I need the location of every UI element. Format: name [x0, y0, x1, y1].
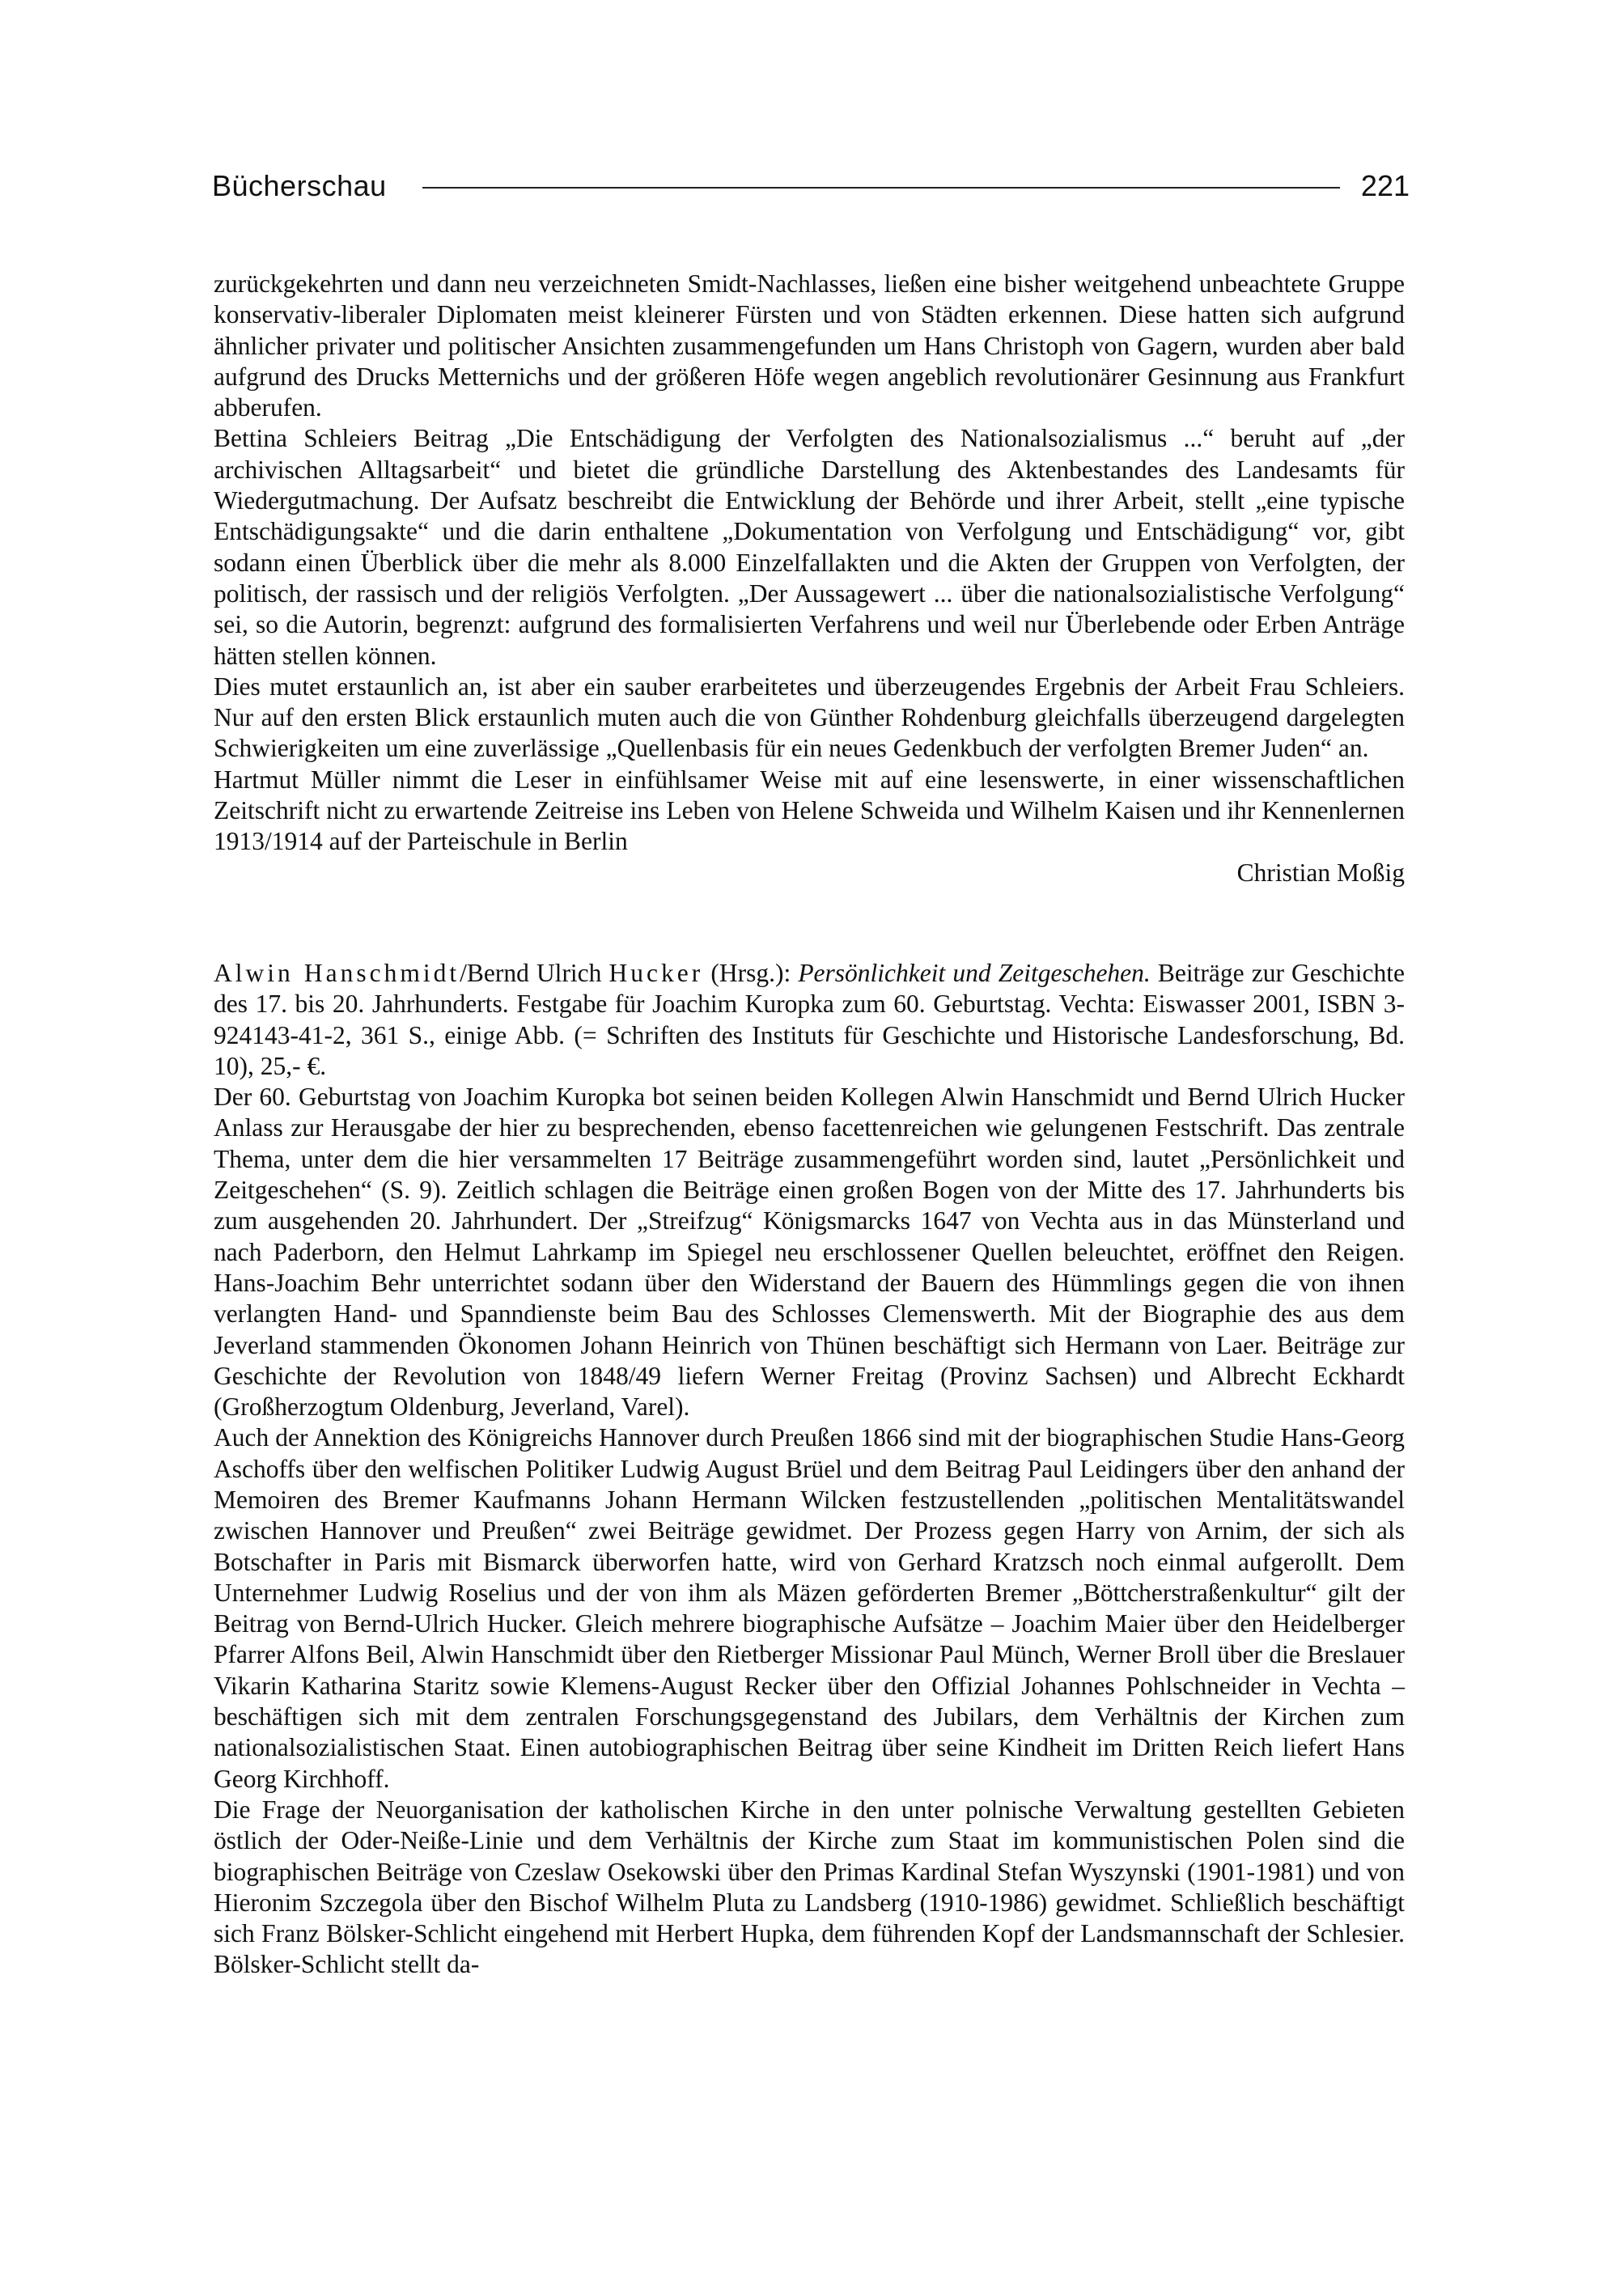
- citation-details: Beiträge zur Geschichte des 17. bis 20. Jahrhunderts. Festgabe für Joachim Kuropka zum 60. Geburtstag. Vechta: Eiswasser 2001, ISBN 3-924143-41-2, 361 S., einige Abb. (= Schriften des Instituts für Geschichte und Historische Landesforschung, Bd. 10), 25,- €.: [214, 958, 1405, 1080]
- paragraph: Der 60. Geburtstag von Joachim Kuropka bot seinen beiden Kollegen Alwin Hanschmidt und Bernd Ulrich Hucker Anlass zur Herausgabe der hier zu besprechenden, ebenso facettenreichen wie gelungenen Festschrift. Das zentrale Thema, unter dem die hier versammelten 17 Beiträge zusammengeführt worden sind, lautet „Persönlichkeit und Zeitgeschehen“ (S. 9). Zeitlich schlagen die Beiträge einen großen Bogen von der Mitte des 17. Jahrhunderts bis zum ausgehenden 20. Jahrhundert. Der „Streifzug“ Königsmarcks 1647 von Vechta aus in das Münsterland und nach Paderborn, den Helmut Lahrkamp im Spiegel neu erschlossener Quellen beleuchtet, eröffnet den Reigen. Hans-Joachim Behr unterrichtet sodann über den Widerstand der Bauern des Hümmlings gegen die von ihnen verlangten Hand- und Spanndienste beim Bau des Schlosses Clemenswerth. Mit der Biographie des aus dem Jeverland stammenden Ökonomen Johann Heinrich von Thünen beschäftigt sich Hermann von Laer. Beiträge zur Geschichte der Revolution von 1848/49 liefern Werner Freitag (Provinz Sachsen) und Albrecht Eckhardt (Großherzogtum Oldenburg, Jeverland, Varel).: [214, 1083, 1405, 1422]
- reviewer-name: Christian Moßig: [1236, 858, 1405, 887]
- running-title: Bücherschau: [212, 169, 387, 202]
- citation-author-1: Alwin Hanschmidt: [214, 958, 460, 987]
- citation-separator: /Bernd Ulrich: [460, 958, 609, 987]
- paragraph: Die Frage der Neuorganisation der katholischen Kirche in den unter polnische Verwaltung gestellten Gebieten östlich der Oder-Neiße-Linie und dem Verhältnis der Kirche zum Staat im kommunistischen Polen sind die biographischen Beiträge von Czeslaw Osekowski über den Primas Kardinal Stefan Wyszynski (1901-1981) und von Hieronim Szczegola über den Bischof Wilhelm Pluta zu Landsberg (1910-1986) gewidmet. Schließlich beschäftigt sich Franz Bölsker-Schlicht eingehend mit Herbert Hupka, dem führenden Kopf der Landsmannschaft der Schlesier. Bölsker-Schlicht stellt da-: [214, 1795, 1405, 1979]
- review-hanschmidt-hucker: [214, 958, 1405, 1981]
- bibliographic-citation: [214, 958, 1405, 1082]
- paragraph: Hartmut Müller nimmt die Leser in einfühlsamer Weise mit auf eine lesenswerte, in einer wissenschaftlichen Zeitschrift nicht zu erwartende Zeitreise ins Leben von Helene Schweida und Wilhelm Kaisen und ihr Kennenlernen 1913/1914 auf der Parteischule in Berlin: [214, 765, 1405, 856]
- citation-author-2: Hucker: [608, 958, 704, 987]
- paragraph: Bettina Schleiers Beitrag „Die Entschädigung der Verfolgten des Nationalsozialismus ...“ beruht auf „der archivischen Alltagsarbeit“ und bietet die gründliche Darstellung des Aktenbestandes des Landesamts für Wiedergutmachung. Der Aufsatz beschreibt die Entwicklung der Behörde und ihrer Arbeit, stellt „eine typische Entschädigungsakte“ und die darin enthaltene „Dokumentation von Verfolgung und Entschädigung“ vor, gibt sodann einen Überblick über die mehr als 8.000 Einzelfallakten und die Akten der Gruppen von Verfolgten, der politisch, der rassisch und der religiös Verfolgten. „Der Aussagewert ... über die nationalsozialistische Verfolgung“ sei, so die Autorin, begrenzt: aufgrund des formalisierten Verfahrens und weil nur Überlebende oder Erben Anträge hätten stellen können.: [214, 424, 1405, 670]
- citation-book-title: Persönlichkeit und Zeitgeschehen.: [798, 958, 1151, 987]
- running-header: [212, 162, 1410, 210]
- header-rule: [422, 187, 1340, 189]
- paragraph: Auch der Annektion des Königreichs Hannover durch Preußen 1866 sind mit der biographischen Studie Hans-Georg Aschoffs über den welfischen Politiker Ludwig August Brüel und dem Beitrag Paul Leidingers über den anhand der Memoiren des Bremer Kaufmanns Johann Hermann Wilcken festzustellenden „politischen Mentalitätswandel zwischen Hannover und Preußen“ zwei Beiträge gewidmet. Der Prozess gegen Harry von Arnim, der sich als Botschafter in Paris mit Bismarck überworfen hatte, wird von Gerhard Kratzsch noch einmal aufgerollt. Dem Unternehmer Ludwig Roselius und der von ihm als Mäzen geförderten Bremer „Böttcherstraßenkultur“ gilt der Beitrag von Bernd-Ulrich Hucker. Gleich mehrere biographische Aufsätze – Joachim Maier über den Heidelberger Pfarrer Alfons Beil, Alwin Hanschmidt über den Rietberger Missionar Paul Münch, Werner Broll über die Breslauer Vikarin Katharina Staritz sowie Klemens-August Recker über den Offizial Johannes Pohlschneider in Vechta – beschäftigen sich mit dem zentralen Forschungsgegenstand des Jubilars, dem Verhältnis der Kirchen zum nationalsozialistischen Staat. Einen autobiographischen Beitrag über seine Kindheit im Dritten Reich liefert Hans Georg Kirchhoff.: [214, 1423, 1405, 1793]
- page-body: [214, 269, 1405, 1981]
- page-number: 221: [1360, 169, 1410, 202]
- citation-editor-note: (Hrsg.):: [703, 958, 799, 987]
- paragraph: Dies mutet erstaunlich an, ist aber ein sauber erarbeitetes und überzeugendes Ergebnis der Arbeit Frau Schleiers. Nur auf den ersten Blick erstaunlich muten auch die von Günther Rohdenburg gleichfalls überzeugend dargelegten Schwierigkeiten um eine zuverlässige „Quellenbasis für ein neues Gedenkbuch der verfolgten Bremer Juden“ an.: [214, 672, 1405, 763]
- review-continued: [214, 269, 1405, 888]
- section-gap: [214, 888, 1405, 958]
- paragraph: zurückgekehrten und dann neu verzeichneten Smidt-Nachlasses, ließen eine bisher weitgehend unbeachtete Gruppe konservativ-liberaler Diplomaten meist kleinerer Fürsten und von Städten erkennen. Diese hatten sich aufgrund ähnlicher privater und politischer Ansichten zusammengefunden um Hans Christoph von Gagern, wurden aber bald aufgrund des Drucks Metternichs und der größeren Höfe wegen angeblich revolutionärer Gesinnung aus Frankfurt abberufen.: [214, 269, 1405, 422]
